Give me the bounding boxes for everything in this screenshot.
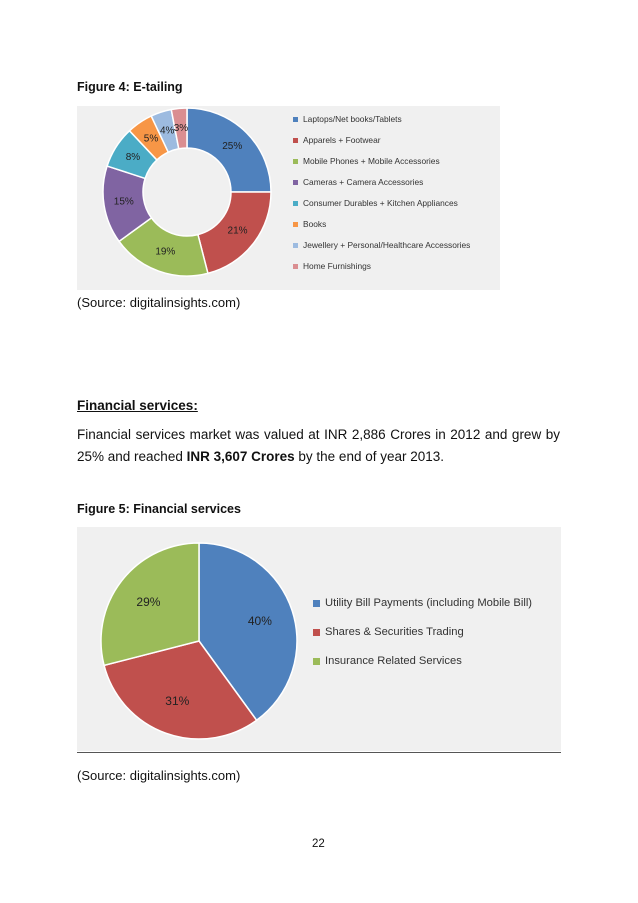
- fig5-label-shares-securities-trading: 31%: [165, 694, 190, 709]
- fig4-label-books: 5%: [143, 133, 159, 145]
- figure5-source: (Source: digitalinsights.com): [77, 768, 241, 783]
- fig4-legend-item-cameras-camera-accessories: [293, 177, 423, 187]
- fig4-legend-label: Laptops/Net books/Tablets: [303, 114, 402, 124]
- section-heading: Financial services:: [77, 398, 198, 413]
- fig4-legend-swatch: [293, 159, 298, 164]
- figure4-source: (Source: digitalinsights.com): [77, 295, 241, 310]
- fig4-label-apparels-footwear: 21%: [227, 225, 248, 237]
- fig4-legend-swatch: [293, 201, 298, 206]
- fig5-legend-label: Utility Bill Payments (including Mobile Bill): [325, 597, 533, 609]
- fig5-legend-swatch: [313, 629, 320, 636]
- fig4-legend-swatch: [293, 222, 298, 227]
- fig4-legend-swatch: [293, 264, 298, 269]
- figure4-legend: [293, 106, 500, 290]
- fig5-legend-swatch: [313, 600, 320, 607]
- fig5-legend-swatch: [313, 658, 320, 665]
- fig4-label-home-furnishings: 3%: [173, 122, 189, 134]
- fig4-legend-swatch: [293, 180, 298, 185]
- figure5-chart: [77, 527, 561, 751]
- figure5-legend: [313, 527, 561, 751]
- paragraph-text: Financial services market was valued at INR 2,886 Crores in 2012 and grew by 25% and reached: [77, 427, 560, 464]
- fig4-legend-item-laptops-net-books-tablets: [293, 114, 402, 124]
- figure4-chart: [77, 106, 500, 290]
- fig4-legend-item-apparels-footwear: [293, 135, 381, 145]
- fig4-legend-swatch: [293, 243, 298, 248]
- fig5-legend-item-utility-bill-payments-including-mobile-bill: [313, 597, 532, 609]
- paragraph-bold-value: INR 3,607 Crores: [186, 449, 295, 464]
- fig4-legend-label: Home Furnishings: [303, 261, 371, 271]
- fig4-legend-swatch: [293, 117, 298, 122]
- fig4-label-cameras-camera-accessories: 15%: [113, 196, 134, 208]
- figure4-caption: Figure 4: E-tailing: [77, 80, 183, 94]
- fig4-legend-item-books: [293, 219, 326, 229]
- fig4-legend-label: Consumer Durables + Kitchen Appliances: [303, 198, 458, 208]
- fig4-label-mobile-phones-mobile-accessories: 19%: [155, 246, 176, 258]
- fig5-legend-item-shares-securities-trading: [313, 626, 464, 638]
- fig4-label-laptops-net-books-tablets: 25%: [222, 141, 243, 153]
- fig5-legend-label: Shares & Securities Trading: [325, 626, 464, 638]
- fig4-legend-label: Jewellery + Personal/Healthcare Accessories: [303, 240, 471, 250]
- fig4-label-consumer-durables-kitchen-appliances: 8%: [125, 152, 141, 164]
- figure4-donut: [97, 106, 287, 290]
- paragraph-text-end: by the end of year 2013.: [294, 449, 445, 464]
- fig4-legend-item-jewellery-personal-healthcare-accessories: [293, 240, 470, 250]
- fig4-legend-label: Cameras + Camera Accessories: [303, 177, 424, 187]
- fig4-legend-item-mobile-phones-mobile-accessories: [293, 156, 440, 166]
- fig4-legend-swatch: [293, 138, 298, 143]
- figure5-pie: [85, 527, 315, 751]
- page-number: 22: [312, 838, 325, 850]
- fig4-legend-item-home-furnishings: [293, 261, 371, 271]
- fig4-label-jewellery-personal-healthcare-accessories: 4%: [159, 125, 175, 137]
- divider-line: [77, 752, 561, 753]
- fig4-legend-item-consumer-durables-kitchen-appliances: [293, 198, 458, 208]
- fig5-label-utility-bill-payments-including-mobile-bill: 40%: [247, 614, 272, 629]
- figure5-caption: Figure 5: Financial services: [77, 502, 241, 516]
- fig5-label-insurance-related-services: 29%: [136, 594, 161, 609]
- fig4-legend-label: Apparels + Footwear: [303, 135, 381, 145]
- fig5-legend-item-insurance-related-services: [313, 655, 462, 667]
- fig4-legend-label: Mobile Phones + Mobile Accessories: [303, 156, 440, 166]
- section-paragraph: [77, 424, 560, 468]
- fig5-legend-label: Insurance Related Services: [325, 655, 462, 667]
- fig4-legend-label: Books: [303, 219, 327, 229]
